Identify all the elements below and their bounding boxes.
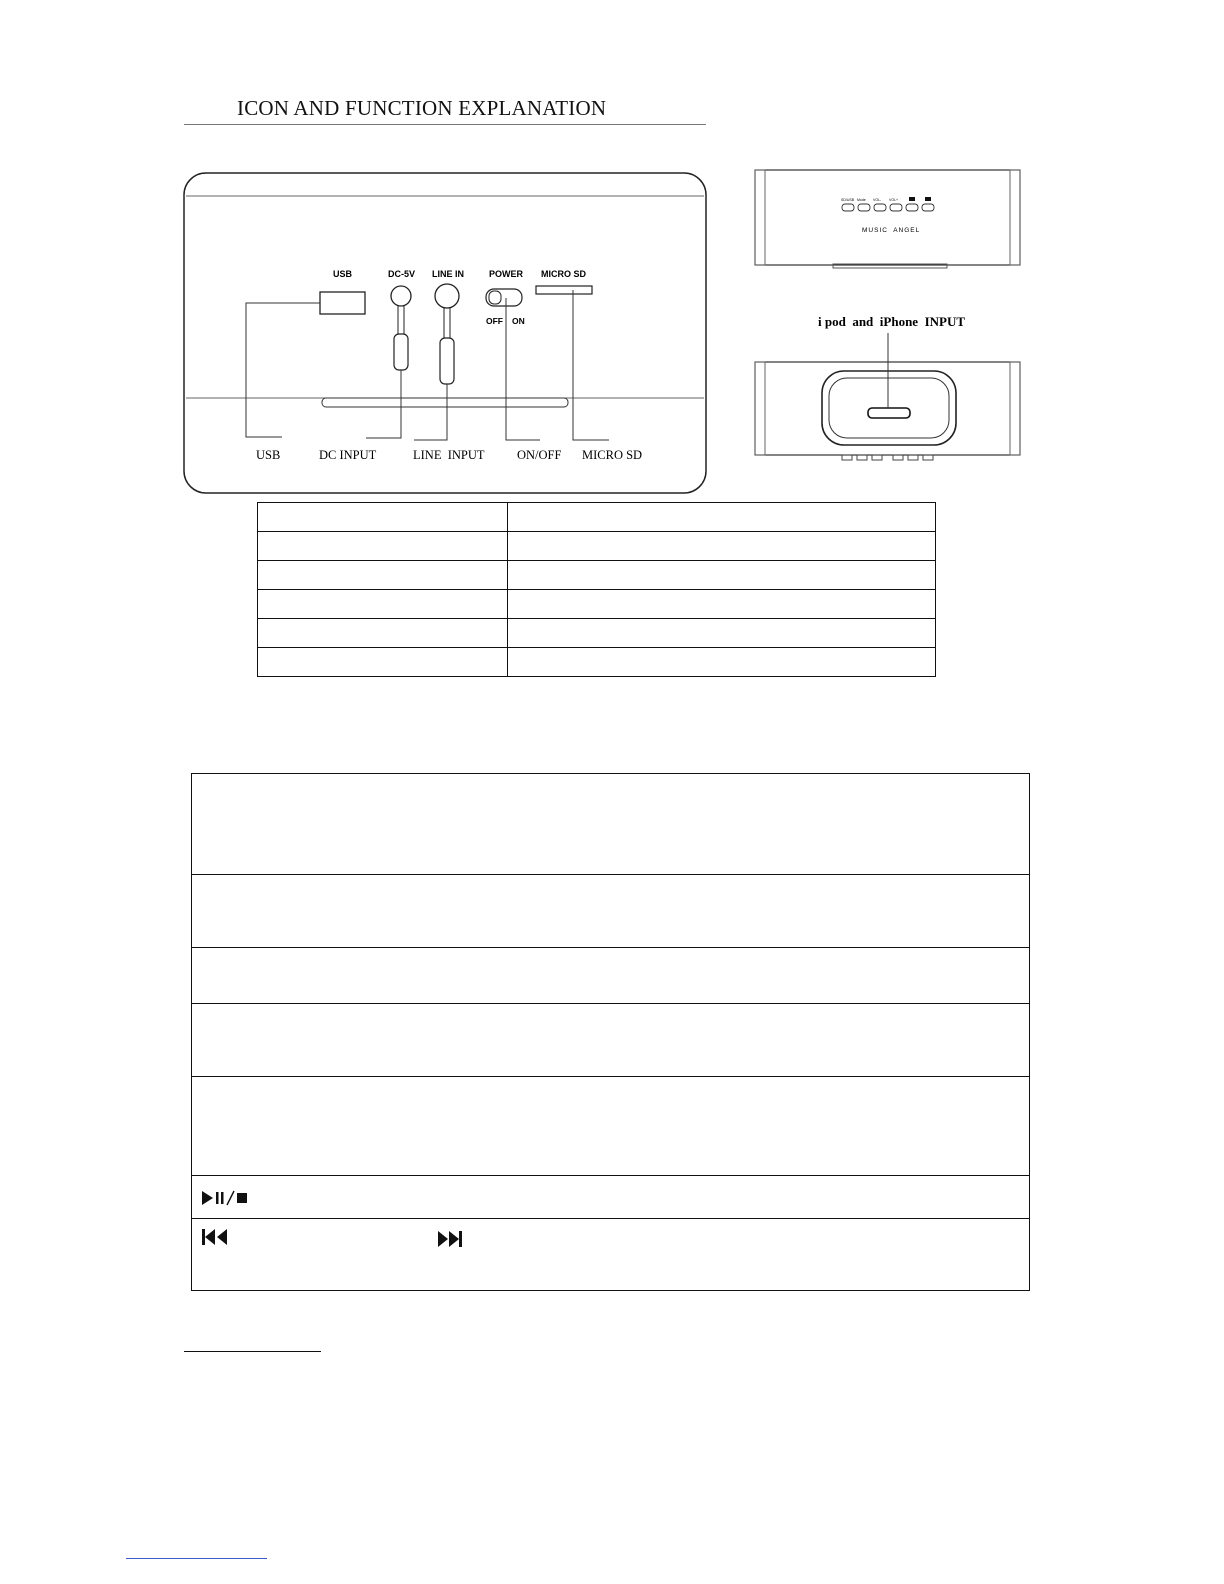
switch-off-label: OFF: [486, 316, 503, 326]
spec-value-cell: [508, 590, 936, 619]
function-row: [192, 774, 1030, 875]
callout-usb: USB: [256, 448, 281, 462]
label-line-in: LINE IN: [432, 269, 465, 279]
spec-row: [258, 619, 936, 648]
spec-value-cell: [508, 561, 936, 590]
function-row: [192, 1004, 1030, 1077]
function-table: [191, 773, 1030, 1291]
line-in-jack-icon: [435, 284, 459, 308]
section-underline: [184, 1351, 321, 1352]
top-view-illustration: [755, 170, 1020, 268]
page-title: ICON AND FUNCTION EXPLANATION: [237, 96, 607, 120]
top-button-icon: [858, 204, 870, 211]
dock-connector-icon: [868, 408, 910, 418]
spec-row: [258, 590, 936, 619]
power-switch-knob: [489, 291, 501, 304]
callout-line-input: LINE INPUT: [413, 448, 485, 462]
spec-value-cell: [508, 532, 936, 561]
line-leader-line: [414, 384, 447, 440]
dc-plug-tip: [398, 306, 404, 334]
spec-row: [258, 648, 936, 677]
sd-leader-line: [573, 290, 609, 440]
function-row: [192, 948, 1030, 1004]
prev-icon: [909, 197, 915, 201]
top-button-icon: [922, 204, 934, 211]
base-slot: [322, 398, 568, 407]
dc-plug-body: [394, 334, 408, 370]
callout-micro-sd: MICRO SD: [582, 448, 643, 462]
spec-value-cell: [508, 648, 936, 677]
top-button-label: SD/USB: [841, 198, 855, 202]
line-plug-tip: [444, 308, 450, 338]
label-power: POWER: [489, 269, 524, 279]
dock-callout: i pod and iPhone INPUT: [818, 314, 966, 329]
top-button-icon: [842, 204, 854, 211]
brand-label: MUSIC ANGEL: [862, 227, 921, 234]
dc-leader-line: [366, 370, 401, 438]
rear-panel-diagram: [0, 0, 1224, 500]
previous-track-icon: [201, 1228, 229, 1246]
top-button-icon: [874, 204, 886, 211]
play-pause-stop-icon: [201, 1190, 261, 1206]
function-row: [192, 1219, 1030, 1291]
footer-link-underline: [126, 1558, 267, 1559]
line-plug-body: [440, 338, 454, 384]
spec-label-cell: [258, 561, 508, 590]
micro-sd-slot-icon: [536, 286, 592, 294]
switch-on-label: ON: [512, 316, 525, 326]
top-button-label: VOL+: [889, 198, 899, 202]
spec-label-cell: [258, 532, 508, 561]
top-button-label: Mode: [857, 198, 866, 202]
label-dc: DC-5V: [388, 269, 416, 279]
function-row: [192, 1176, 1030, 1219]
spec-label-cell: [258, 590, 508, 619]
spec-value-cell: [508, 619, 936, 648]
panel-frame: [184, 173, 706, 493]
spec-label-cell: [258, 619, 508, 648]
top-button-icon: [906, 204, 918, 211]
spec-label-cell: [258, 648, 508, 677]
spec-table: [257, 502, 936, 677]
function-row: [192, 1077, 1030, 1176]
usb-leader-line: [246, 303, 320, 437]
callout-on-off: ON/OFF: [517, 448, 562, 462]
spec-row: [258, 561, 936, 590]
next-icon: [925, 197, 931, 201]
usb-port-icon: [320, 292, 365, 314]
function-row: [192, 875, 1030, 948]
spec-label-cell: [258, 503, 508, 532]
label-usb: USB: [333, 269, 353, 279]
label-micro-sd: MICRO SD: [541, 269, 586, 279]
spec-value-cell: [508, 503, 936, 532]
dock-view-illustration: [755, 314, 1020, 460]
spec-row: [258, 503, 936, 532]
dc-jack-icon: [391, 286, 411, 306]
callout-dc-input: DC INPUT: [319, 448, 377, 462]
top-button-label: VOL-: [873, 198, 882, 202]
spec-row: [258, 532, 936, 561]
next-track-icon: [436, 1230, 464, 1248]
top-button-icon: [890, 204, 902, 211]
